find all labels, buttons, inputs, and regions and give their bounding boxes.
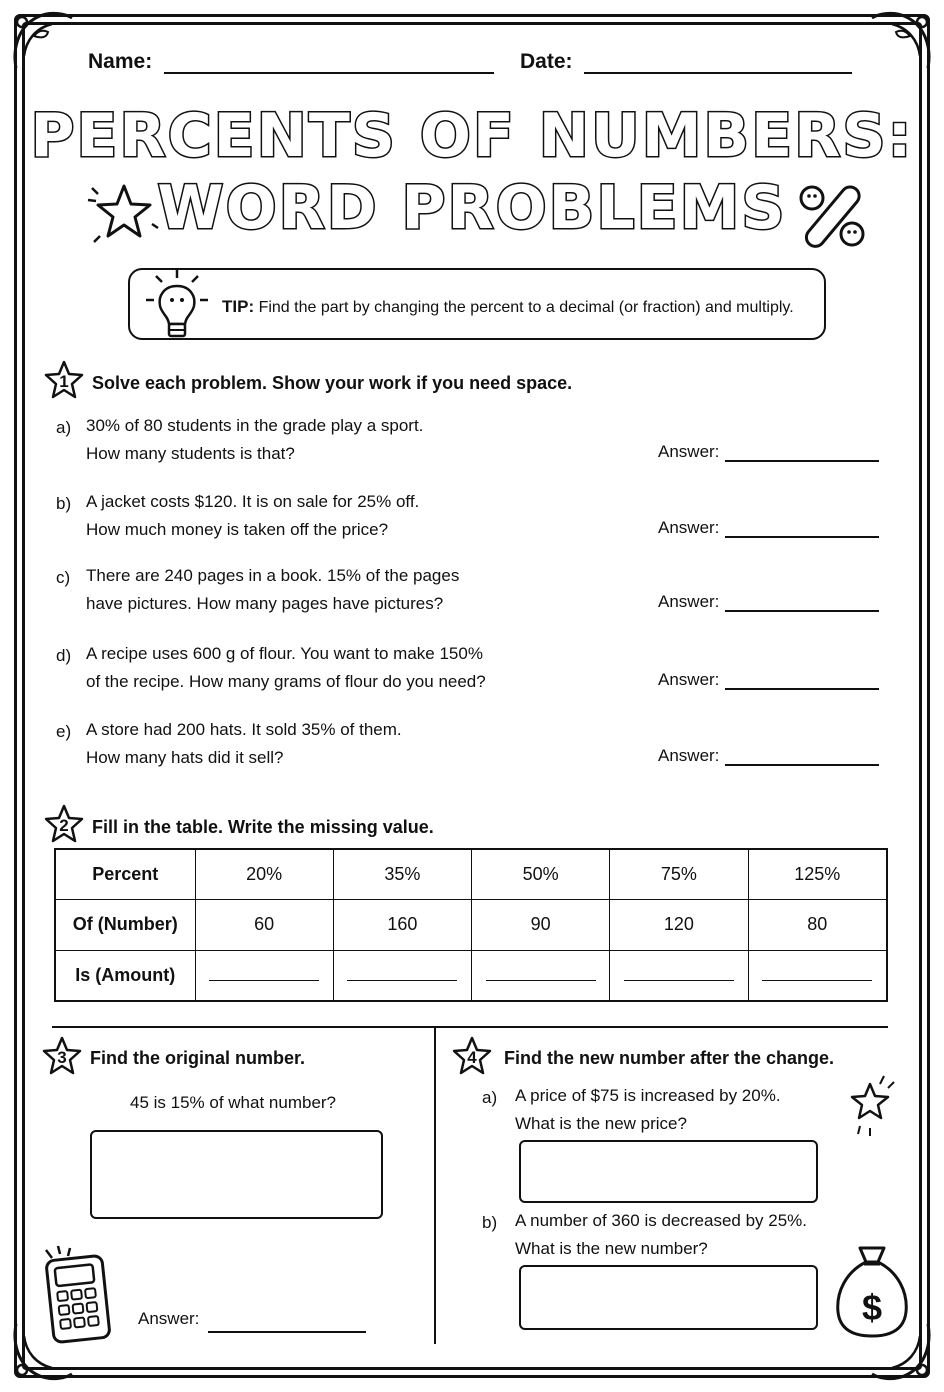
problem-line: How much money is taken off the price? bbox=[86, 520, 389, 539]
tip-text bbox=[222, 297, 794, 317]
table-cell-number: 60 bbox=[195, 900, 333, 951]
tip-label: TIP: bbox=[222, 297, 255, 316]
table-row-amount bbox=[55, 950, 887, 1001]
answer-blank[interactable] bbox=[209, 969, 319, 981]
problem-line: A price of $75 is increased by 20%. bbox=[515, 1086, 781, 1105]
answer-field[interactable] bbox=[658, 518, 879, 538]
table-answer-cell[interactable] bbox=[472, 950, 610, 1001]
star-icon bbox=[840, 1070, 900, 1138]
table-answer-cell[interactable] bbox=[195, 950, 333, 1001]
answer-line[interactable] bbox=[725, 594, 879, 612]
answer-field[interactable] bbox=[658, 442, 879, 462]
table-cell-number: 160 bbox=[333, 900, 471, 951]
section-2-number: 2 bbox=[59, 816, 69, 835]
problem-line: What is the new number? bbox=[515, 1239, 708, 1258]
problem-label: a) bbox=[482, 1088, 498, 1107]
date-label: Date: bbox=[520, 50, 573, 73]
answer-blank[interactable] bbox=[762, 969, 872, 981]
row-header-percent: Percent bbox=[55, 849, 195, 900]
problem-line: A store had 200 hats. It sold 35% of them. bbox=[86, 720, 402, 739]
name-line[interactable] bbox=[164, 54, 494, 74]
section-2-heading: Fill in the table. Write the missing value. bbox=[92, 817, 434, 837]
table-cell-percent: 35% bbox=[333, 849, 471, 900]
lightbulb-icon bbox=[144, 264, 210, 346]
work-box[interactable] bbox=[519, 1140, 818, 1203]
answer-label: Answer: bbox=[138, 1309, 200, 1328]
problem-line: How many hats did it sell? bbox=[86, 748, 284, 767]
problem-line: have pictures. How many pages have pictures? bbox=[86, 594, 444, 613]
table-answer-cell[interactable] bbox=[333, 950, 471, 1001]
table-cell-number: 80 bbox=[748, 900, 887, 951]
section-3-answer[interactable] bbox=[138, 1305, 366, 1333]
answer-field[interactable] bbox=[658, 746, 879, 766]
star-icon bbox=[84, 178, 160, 248]
section-4-problem-a bbox=[515, 1082, 781, 1138]
section-4-problem-b bbox=[515, 1207, 807, 1263]
answer-line[interactable] bbox=[725, 444, 879, 462]
calculator-icon bbox=[40, 1244, 114, 1344]
name-label: Name: bbox=[88, 50, 153, 73]
dollar-sign: $ bbox=[861, 1287, 883, 1328]
percent-sign-icon bbox=[790, 178, 874, 254]
name-field[interactable] bbox=[88, 50, 494, 74]
page-title-line1: PERCENTS OF NUMBERS: bbox=[30, 101, 914, 171]
work-box[interactable] bbox=[90, 1130, 383, 1219]
date-line[interactable] bbox=[584, 54, 852, 74]
answer-label: Answer: bbox=[658, 746, 720, 765]
answer-label: Answer: bbox=[658, 670, 720, 689]
answer-label: Answer: bbox=[658, 518, 720, 537]
date-field[interactable] bbox=[520, 50, 852, 74]
problem-line: A jacket costs $120. It is on sale for 25% off. bbox=[86, 492, 420, 511]
work-box[interactable] bbox=[519, 1265, 818, 1330]
table-cell-percent: 75% bbox=[610, 849, 748, 900]
row-header-number: Of (Number) bbox=[55, 900, 195, 951]
corner-ornament-icon bbox=[864, 6, 938, 80]
table-answer-cell[interactable] bbox=[748, 950, 887, 1001]
problem-line: of the recipe. How many grams of flour do you need? bbox=[86, 672, 486, 691]
table-cell-number: 120 bbox=[610, 900, 748, 951]
section-1-badge-icon bbox=[44, 360, 84, 400]
answer-blank[interactable] bbox=[486, 969, 596, 981]
tip-body: Find the part by changing the percent to a decimal (or fraction) and multiply. bbox=[258, 299, 794, 316]
table-row-number bbox=[55, 900, 887, 951]
percent-table bbox=[54, 848, 888, 1002]
table-cell-percent: 20% bbox=[195, 849, 333, 900]
problem-line: 30% of 80 students in the grade play a sport. bbox=[86, 416, 424, 435]
section-1-number: 1 bbox=[59, 372, 69, 391]
section-1-heading: Solve each problem. Show your work if you need space. bbox=[92, 373, 573, 393]
section-3-badge-icon bbox=[42, 1036, 82, 1076]
section-divider-vertical bbox=[434, 1028, 436, 1344]
answer-blank[interactable] bbox=[347, 969, 457, 981]
section-2-badge-icon bbox=[44, 804, 84, 844]
answer-line[interactable] bbox=[725, 520, 879, 538]
table-row-percent bbox=[55, 849, 887, 900]
problem-line: How many students is that? bbox=[86, 444, 295, 463]
section-4-badge-icon bbox=[452, 1036, 492, 1076]
answer-field[interactable] bbox=[658, 592, 879, 612]
table-answer-cell[interactable] bbox=[610, 950, 748, 1001]
answer-line[interactable] bbox=[208, 1315, 366, 1333]
problem-label: a) bbox=[56, 418, 72, 437]
answer-field[interactable] bbox=[658, 670, 879, 690]
section-1-problem bbox=[86, 562, 459, 618]
answer-label: Answer: bbox=[658, 442, 720, 461]
problem-line: A recipe uses 600 g of flour. You want to make 150% bbox=[86, 644, 483, 663]
problem-line: What is the new price? bbox=[515, 1114, 687, 1133]
problem-line: There are 240 pages in a book. 15% of the pages bbox=[86, 566, 460, 585]
section-4-heading: Find the new number after the change. bbox=[504, 1048, 835, 1068]
problem-label: b) bbox=[482, 1213, 498, 1232]
section-1-problem bbox=[86, 716, 402, 772]
problem-label: b) bbox=[56, 494, 72, 513]
answer-line[interactable] bbox=[725, 672, 879, 690]
corner-ornament-icon bbox=[6, 6, 80, 80]
section-1-problem bbox=[86, 412, 423, 468]
problem-label: d) bbox=[56, 646, 72, 665]
section-3-heading: Find the original number. bbox=[90, 1048, 306, 1068]
problem-line: A number of 360 is decreased by 25%. bbox=[515, 1211, 808, 1230]
answer-label: Answer: bbox=[658, 592, 720, 611]
section-3-number: 3 bbox=[57, 1048, 67, 1067]
page-title-line2: WORD PROBLEMS bbox=[157, 173, 787, 243]
table-cell-percent: 125% bbox=[748, 849, 887, 900]
section-3-question: 45 is 15% of what number? bbox=[130, 1093, 337, 1112]
table-cell-number: 90 bbox=[472, 900, 610, 951]
section-4-number: 4 bbox=[467, 1048, 477, 1067]
table-cell-percent: 50% bbox=[472, 849, 610, 900]
answer-line[interactable] bbox=[725, 748, 879, 766]
problem-label: e) bbox=[56, 722, 72, 741]
section-divider-horizontal bbox=[52, 1026, 888, 1028]
money-bag-icon bbox=[832, 1240, 912, 1340]
problem-label: c) bbox=[56, 568, 71, 587]
answer-blank[interactable] bbox=[624, 969, 734, 981]
section-1-problem bbox=[86, 640, 486, 696]
row-header-amount: Is (Amount) bbox=[55, 950, 195, 1001]
section-1-problem bbox=[86, 488, 419, 544]
